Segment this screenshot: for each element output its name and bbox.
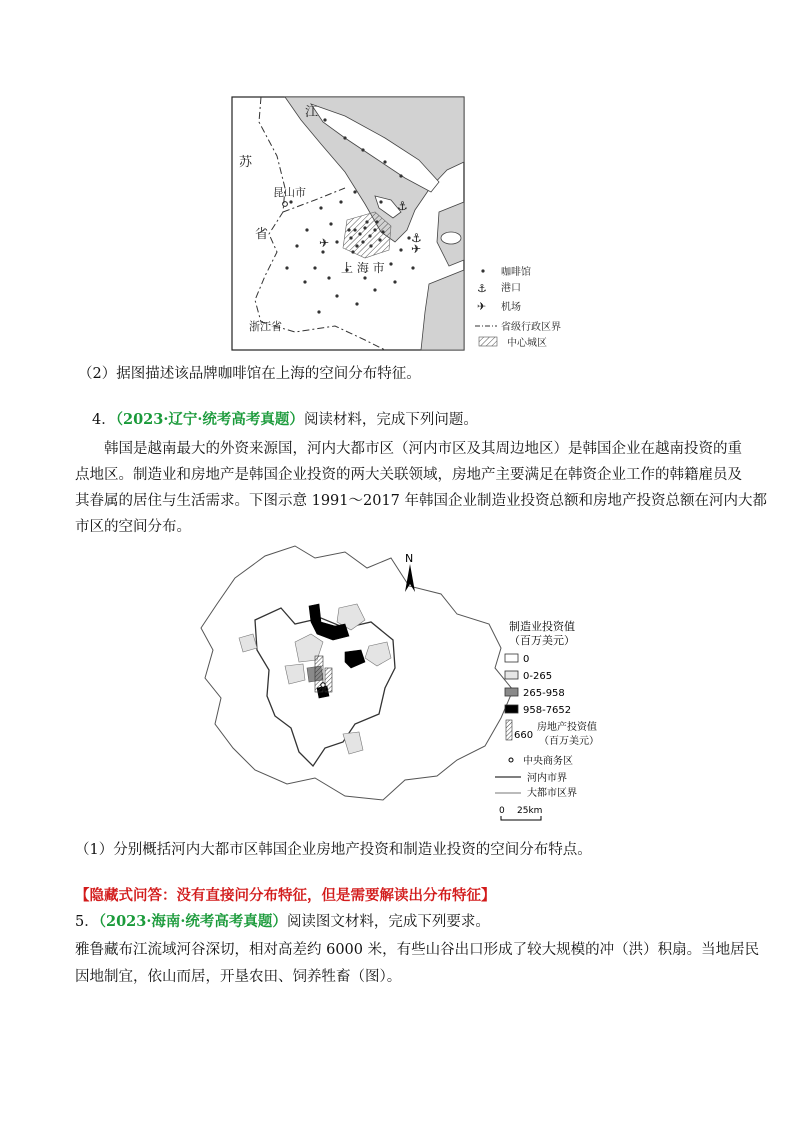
legend-bar-value: 660	[514, 730, 534, 741]
legend-realestate2: （百万美元）	[539, 736, 599, 747]
scale-bar	[501, 816, 541, 820]
map1-legend	[475, 265, 561, 349]
q4-line-1: 韩国是越南最大的外资来源国，河内大都市区（河内市区及其周边地区）是韩国企业在越南投资的重	[104, 441, 742, 457]
q4-line-2: 点地区。制造业和房地产是韩国企业投资的两大关联领域，房地产主要满足在韩资企业工作的韩籍雇员及	[75, 467, 742, 483]
svg-text:⚓: ⚓	[411, 231, 422, 245]
q5-source: （2023·海南·统考高考真题）	[98, 913, 287, 930]
metro-region	[201, 546, 513, 800]
legend-coffee: 咖啡馆	[501, 267, 531, 278]
realestate-bar-2	[325, 668, 332, 692]
map2-legend	[495, 619, 599, 820]
q4-line-4: 市区的空间分布。	[75, 519, 191, 535]
legend-class-2: 265-958	[523, 688, 565, 699]
q4-line-3: 其眷属的居住与生活需求。下图示意 1991～2017 年韩国企业制造业投资总额和房地产投资总额在河内大都	[75, 493, 768, 509]
svg-text:✈: ✈	[411, 242, 422, 256]
hanoi-investment-map	[195, 538, 605, 823]
q5-header	[75, 910, 490, 934]
legend-urban: 中心城区	[507, 338, 547, 349]
legend-hanoi-border: 河内市界	[527, 773, 567, 784]
legend2-title1: 制造业投资值	[509, 620, 575, 633]
legend-realestate1: 房地产投资值	[537, 722, 597, 733]
legend-metro-border: 大都市区界	[527, 788, 577, 799]
q5-line-1: 雅鲁藏布江流域河谷深切，相对高差约 6000 米，有些山谷出口形成了较大规模的冲（洪）积扇。当地居民	[75, 942, 760, 958]
legend-class-1: 0-265	[523, 671, 553, 682]
cbd-marker	[321, 683, 325, 687]
q5-intro: 阅读图文材料，完成下列要求。	[286, 914, 490, 930]
svg-text:N: N	[405, 552, 414, 565]
svg-text:⚓: ⚓	[397, 199, 408, 213]
label-river: 江	[305, 105, 319, 120]
hidden-question-hint: 【隐藏式问答：没有直接问分布特征，但是需要解读出分布特征】	[75, 887, 496, 904]
shanghai-coffee-map	[225, 92, 565, 354]
label-sheng: 省	[255, 227, 269, 242]
scale-km: 25km	[517, 806, 543, 816]
legend-airport: 机场	[501, 302, 521, 313]
legend-port: 港口	[501, 283, 521, 294]
label-shanghai: 上 海 市	[341, 261, 385, 275]
q4-header	[92, 408, 478, 432]
legend-class-0: 0	[523, 654, 530, 665]
q4-source: （2023·辽宁·统考高考真题）	[115, 411, 304, 428]
q4-question-1: （1）分别概括河内大都市区韩国企业房地产投资和制造业投资的空间分布特点。	[75, 842, 592, 858]
svg-text:✈: ✈	[477, 300, 487, 313]
legend2-title2: （百万美元）	[509, 634, 575, 647]
legend-class-3: 958-7652	[523, 705, 572, 716]
q5-line-2: 因地制宜，依山而居，开垦农田、饲养牲畜（图）。	[75, 969, 402, 985]
svg-text:⚓: ⚓	[477, 282, 487, 295]
q4-number: 4．	[92, 412, 116, 428]
label-zhejiang: 浙江省	[249, 320, 282, 333]
label-kunshan: 昆山市	[273, 186, 306, 199]
legend-boundary: 省级行政区界	[501, 322, 561, 333]
scale-zero: 0	[499, 806, 505, 816]
small-island	[441, 232, 461, 244]
svg-text:✈: ✈	[319, 236, 330, 250]
q5-number: 5．	[75, 914, 99, 930]
q4-intro: 阅读材料，完成下列问题。	[303, 412, 478, 428]
label-su: 苏	[239, 155, 253, 170]
legend-cbd: 中央商务区	[523, 756, 573, 767]
question-2: （2）据图描述该品牌咖啡馆在上海的空间分布特征。	[78, 366, 421, 382]
